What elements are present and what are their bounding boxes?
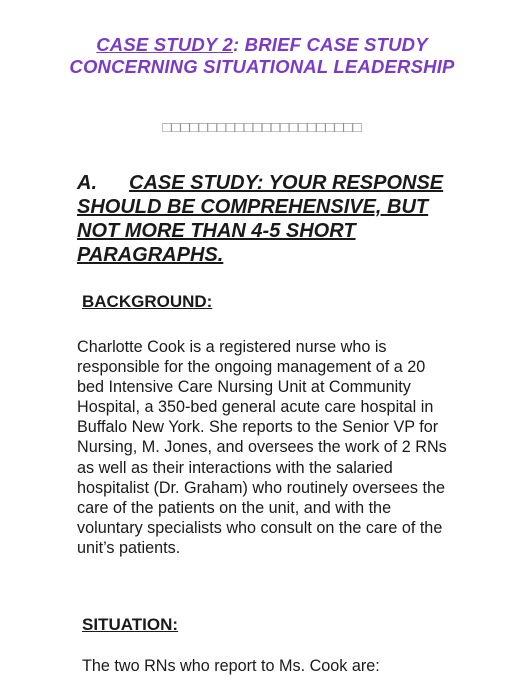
section-a-text: CASE STUDY: YOUR RESPONSE SHOULD BE COMPREHENSIVE, BUT NOT MORE THAN 4-5 SHORT PARAGRAPHS. [77, 172, 444, 266]
title-case-number: CASE STUDY 2 [96, 34, 233, 55]
background-paragraph: Charlotte Cook is a registered nurse who is responsible for the ongoing management of a 20 bed Intensive Care Nursing Unit at Community Hospital, a 350-bed general acute care hospital in Buffalo New York. She reports to the Senior VP for Nursing, M. Jones, and oversees the work of 2 RNs as well as their interactions with the salaried hospitalist (Dr. Graham) who routinely oversees the care of the patients on the unit, and with the voluntary specialists who consult on the care of the unit’s patients. [77, 338, 447, 557]
background-heading: BACKGROUND: [82, 292, 213, 311]
section-a-marker: A. [77, 172, 97, 194]
situation-paragraph: The two RNs who report to Ms. Cook are: [82, 657, 380, 675]
section-a-heading [77, 171, 457, 267]
title-rest: : BRIEF CASE STUDY CONCERNING SITUATIONAL LEADERSHIP [69, 34, 455, 77]
placeholder-glyph-row: □□□□□□□□□□□□□□□□□□□□□□ [162, 119, 362, 136]
situation-heading: SITUATION: [82, 615, 179, 634]
document-title [40, 34, 484, 78]
